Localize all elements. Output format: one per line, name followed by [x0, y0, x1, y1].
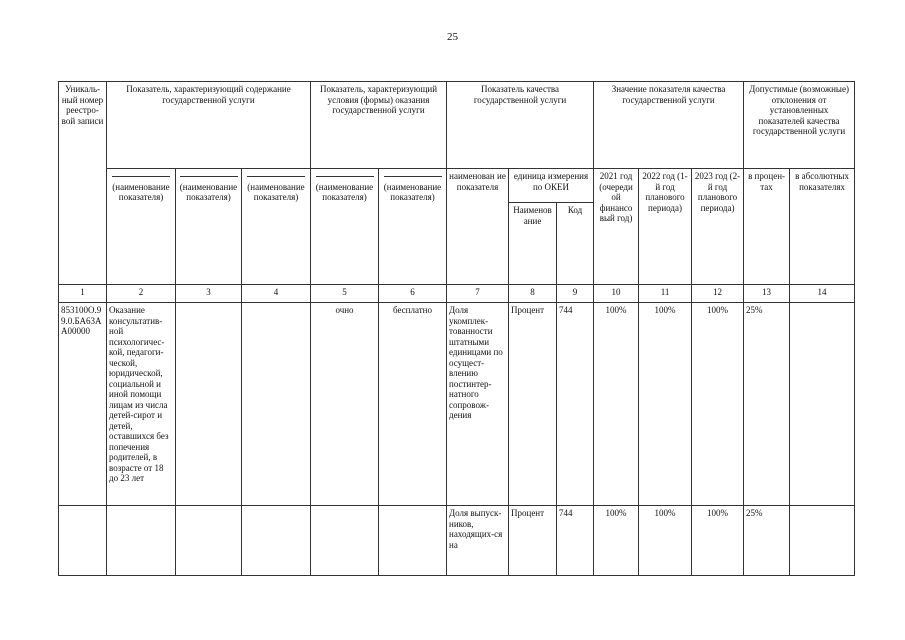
column-number: 13 [744, 285, 790, 303]
header-quality-indicator: Показатель качества государственной услуги [447, 82, 594, 169]
header-indicator-name: наименован ие показателя [447, 169, 509, 285]
header-year-2022: 2022 год (1-й год планового периода) [639, 169, 692, 285]
header-deviation-percent: в процен-тах [744, 169, 790, 285]
header-quality-value: Значение показателя качества государственной услуги [594, 82, 744, 169]
header-row-1 [59, 82, 855, 169]
service-content-cell: Оказание консультатив-ной психологичес-кой, педагоги-ческой, юридической, социальной и иной помощи лицам из числа детей-сирот и детей, оставшихся без попечения родителей, в возрасте от 18 до 23 лет [107, 303, 176, 506]
value-2021-cell: 100% [594, 303, 639, 506]
header-year-2021: 2021 год (очереди ой финансо вый год) [594, 169, 639, 285]
value-2022-cell: 100% [639, 506, 692, 576]
column-number: 1 [59, 285, 107, 303]
column-number: 11 [639, 285, 692, 303]
header-row-2 [59, 169, 855, 203]
service-content-cell [107, 506, 176, 576]
deviation-percent-cell: 25% [744, 303, 790, 506]
value-2023-cell: 100% [692, 506, 744, 576]
column-number: 14 [790, 285, 855, 303]
quality-indicator-name-cell: Доля укомплек-тованности штатными единицами по осущест-влению постинтер-натного сопровож-дения [447, 303, 509, 506]
deviation-percent-cell: 25% [744, 506, 790, 576]
deviation-absolute-cell [790, 506, 855, 576]
header-content-indicator: Показатель, характеризующий содержание государственной услуги [107, 82, 311, 169]
header-unique-number: Уникаль-ный номер реестро-вой записи [59, 82, 107, 285]
header-unit-code: Код [557, 203, 594, 285]
header-year-2023: 2023 год (2-й год планового периода) [692, 169, 744, 285]
column-number: 8 [509, 285, 557, 303]
deviation-absolute-cell [790, 303, 855, 506]
unit-code-cell: 744 [557, 506, 594, 576]
content-indicator-cell [176, 303, 242, 506]
registry-number-cell: 853100О.99.0.БА63АА00000 [59, 303, 107, 506]
header-sub-col3: (наименование показателя) [176, 169, 242, 285]
value-2023-cell: 100% [692, 303, 744, 506]
column-number: 9 [557, 285, 594, 303]
header-sub-col4: (наименование показателя) [242, 169, 311, 285]
content-indicator-cell [242, 303, 311, 506]
unit-name-cell: Процент [509, 303, 557, 506]
table-row [59, 506, 855, 576]
header-sub-col5: (наименование показателя) [311, 169, 379, 285]
service-cost-cell [379, 506, 447, 576]
service-form-cell [311, 506, 379, 576]
column-number: 2 [107, 285, 176, 303]
page-number: 25 [447, 31, 458, 43]
column-number: 10 [594, 285, 639, 303]
header-deviation: Допустимые (возможные) отклонения от установленных показателей качества государственной услуги [744, 82, 855, 169]
header-sub-col6: (наименование показателя) [379, 169, 447, 285]
header-conditions-indicator: Показатель, характеризующий условия (формы) оказания государственной услуги [311, 82, 447, 169]
column-number: 5 [311, 285, 379, 303]
content-indicator-cell [242, 506, 311, 576]
column-number: 7 [447, 285, 509, 303]
quality-indicators-table [58, 81, 855, 576]
content-indicator-cell [176, 506, 242, 576]
quality-indicator-name-cell: Доля выпуск-ников, находящих-ся на [447, 506, 509, 576]
service-cost-cell: бесплатно [379, 303, 447, 506]
column-number: 3 [176, 285, 242, 303]
header-unit-name: Наименов ание [509, 203, 557, 285]
header-deviation-absolute: в абсолютных показателях [790, 169, 855, 285]
registry-number-cell [59, 506, 107, 576]
column-number: 4 [242, 285, 311, 303]
value-2021-cell: 100% [594, 506, 639, 576]
table-row [59, 303, 855, 506]
header-sub-col2: (наименование показателя) [107, 169, 176, 285]
unit-code-cell: 744 [557, 303, 594, 506]
column-number-row [59, 285, 855, 303]
column-number: 6 [379, 285, 447, 303]
service-form-cell: очно [311, 303, 379, 506]
header-unit: единица измерения по ОКЕИ [509, 169, 594, 203]
value-2022-cell: 100% [639, 303, 692, 506]
unit-name-cell: Процент [509, 506, 557, 576]
column-number: 12 [692, 285, 744, 303]
